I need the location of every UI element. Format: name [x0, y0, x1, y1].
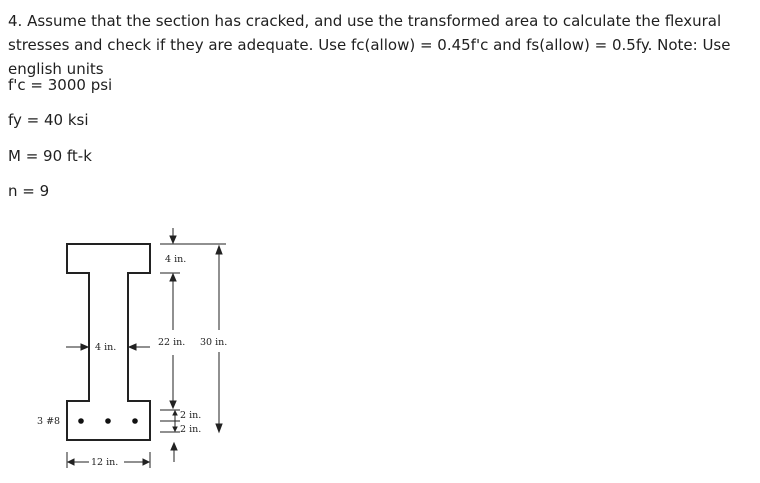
problem-statement: 4. Assume that the section has cracked, and use the transformed area to calculate the flexural stresses and check if they are adequate. Use fc(allow) = 0.45f'c and fs(allow) = 0.5fy. Note: Use english units	[8, 12, 731, 78]
dim-total-depth: 30 in.	[200, 337, 228, 348]
given-moment: M = 90 ft-k	[8, 147, 92, 165]
rebar-label: 3 #8	[37, 416, 61, 427]
dim-web-width: 4 in.	[95, 342, 117, 353]
given-fy: fy = 40 ksi	[8, 111, 89, 129]
rebar-right	[132, 418, 138, 424]
given-fc: f'c = 3000 psi	[8, 76, 113, 94]
rebar-middle	[105, 418, 111, 424]
dim-bar-spacing-2: 2 in.	[180, 424, 202, 435]
dim-flange-thickness: 4 in.	[165, 254, 187, 265]
given-modular-ratio: n = 9	[8, 182, 50, 200]
dim-web-depth: 22 in.	[158, 337, 186, 348]
rebar-left	[78, 418, 84, 424]
dim-bar-spacing-1: 2 in.	[180, 410, 202, 421]
dim-bottom-width: 12 in.	[91, 457, 119, 468]
